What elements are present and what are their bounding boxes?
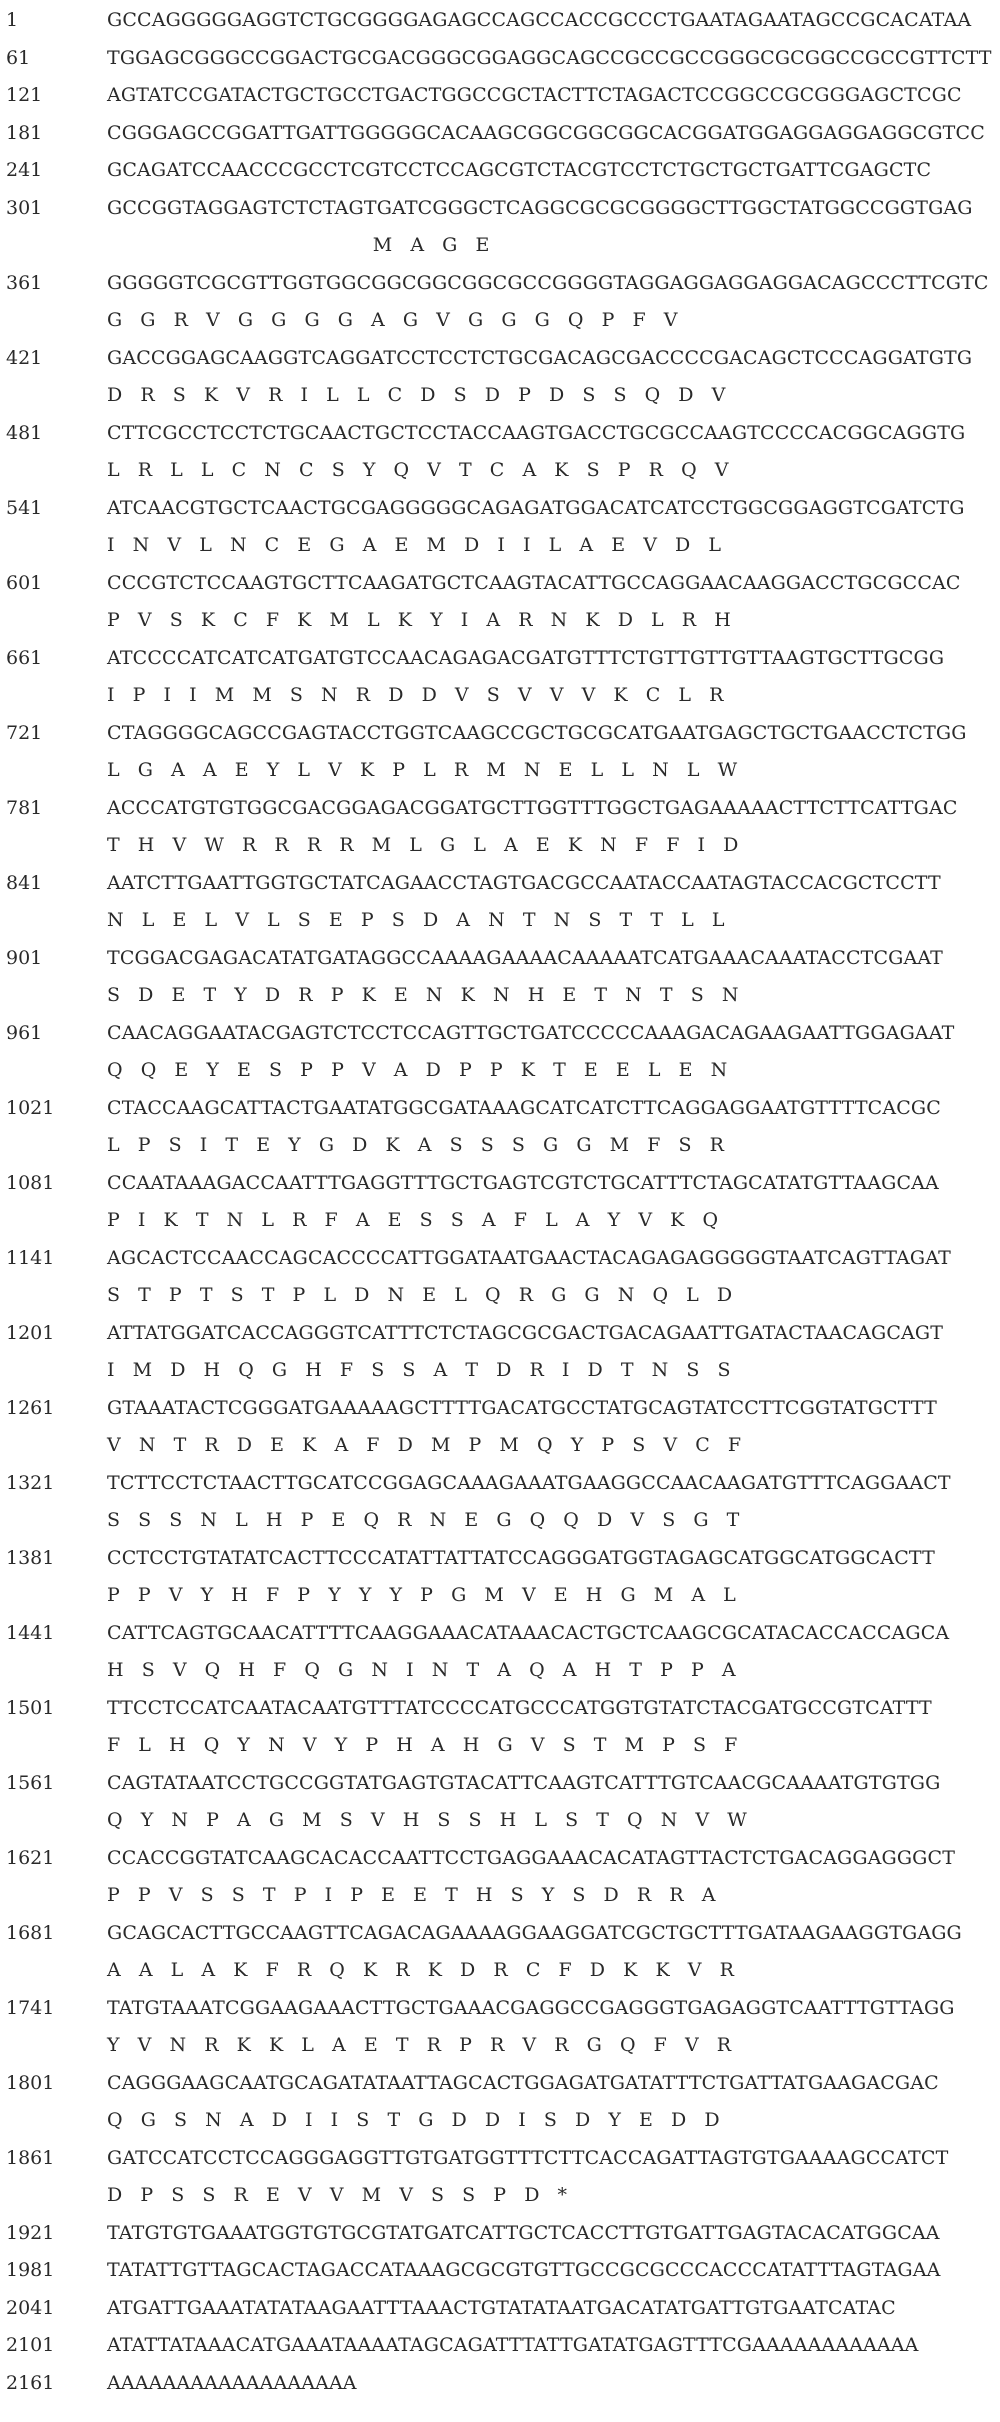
amino-acid-line [0, 1652, 1000, 1689]
nucleotide-line [0, 152, 1000, 189]
nucleotide-line [0, 265, 1000, 302]
nucleotide-line [0, 2065, 1000, 2102]
line-number: 1 [6, 9, 19, 31]
nucleotide-sequence: CTACCAAGCATTACTGAATATGGCGATAAAGCATCATCTTCAGGAGGAATGTTTTCACGC [107, 1096, 941, 1119]
nucleotide-sequence: GCCAGGGGGAGGTCTGCGGGGAGAGCCAGCCACCGCCCTGAATAGAATAGCCGCACATAA [107, 9, 972, 31]
nucleotide-sequence: GCAGATCCAACCCGCCTCGTCCTCCAGCGTCTACGTCCTCTGCTGCTGATTCGAGCTC [107, 159, 932, 181]
line-number: 421 [6, 346, 43, 369]
line-number: 121 [6, 84, 43, 106]
line-number: 2161 [6, 2371, 55, 2394]
amino-acid-translation: A A L A K F R Q K R K D R C F D K K V R [107, 1959, 734, 1981]
nucleotide-sequence: TGGAGCGGGCCGGACTGCGACGGGCGGAGGCAGCCGCCGCCGGGCGCGGCCGCCGTTCTT [107, 46, 992, 69]
nucleotide-line [0, 2365, 1000, 2402]
nucleotide-sequence: AGCACTCCAACCAGCACCCCATTGGATAATGAACTACAGAGAGGGGGTAATCAGTTAGAT [107, 1246, 951, 1269]
line-number: 481 [6, 421, 43, 444]
nucleotide-sequence: CTTCGCCTCCTCTGCAACTGCTCCTACCAAGTGACCTGCGCCAAGTCCCCACGGCAGGTG [107, 421, 966, 444]
nucleotide-line [0, 2140, 1000, 2177]
nucleotide-sequence: AAAAAAAAAAAAAAAAAA [107, 2371, 357, 2394]
nucleotide-sequence: GCAGCACTTGCCAAGTTCAGACAGAAAAGGAAGGATCGCTGCTTTGATAAGAAGGTGAGG [107, 1921, 962, 1944]
line-number: 661 [6, 646, 43, 669]
line-number: 1621 [6, 1846, 55, 1869]
amino-acid-line [0, 752, 1000, 789]
nucleotide-sequence: CAGGGAAGCAATGCAGATATAATTAGCACTGGAGATGATATTTCTGATTATGAAGACGAC [107, 2071, 939, 2094]
amino-acid-line [0, 1052, 1000, 1089]
amino-acid-line [0, 1502, 1000, 1539]
nucleotide-sequence: CGGGAGCCGGATTGATTGGGGGCACAAGCGGCGGCGGCACGGATGGAGGAGGAGGCGTCC [107, 121, 985, 144]
line-number: 1381 [6, 1546, 55, 1569]
nucleotide-sequence: TATATTGTTAGCACTAGACCATAAAGCGCGTGTTGCCGCGCCCACCCATATTTAGTAGAA [107, 2259, 941, 2281]
nucleotide-line [0, 490, 1000, 527]
nucleotide-line [0, 1390, 1000, 1427]
nucleotide-sequence: AATCTTGAATTGGTGCTATCAGAACCTAGTGACGCCAATACCAATAGTACCACGCTCCTT [107, 871, 941, 894]
line-number: 1321 [6, 1471, 55, 1494]
line-number: 1081 [6, 1171, 55, 1194]
amino-acid-line [0, 1427, 1000, 1464]
amino-acid-line [0, 977, 1000, 1014]
nucleotide-sequence: CCAATAAAGACCAATTTGAGGTTTGCTGAGTCGTCTGCATTTCTAGCATATGTTAAGCAA [107, 1171, 939, 1194]
amino-acid-line [0, 1727, 1000, 1764]
amino-acid-line [0, 1802, 1000, 1839]
amino-acid-translation: Y V N R K K L A E T R P R V R G Q F V R [107, 2034, 732, 2056]
amino-acid-translation: P I K T N L R F A E S S A F L A Y V K Q [107, 1209, 719, 1231]
nucleotide-sequence: ATCAACGTGCTCAACTGCGAGGGGGCAGAGATGGACATCATCCTGGCGGAGGTCGATCTG [107, 496, 965, 519]
nucleotide-line [0, 1240, 1000, 1277]
line-number: 721 [6, 721, 43, 744]
nucleotide-line [0, 2327, 1000, 2364]
line-number: 1921 [6, 2221, 55, 2244]
nucleotide-sequence: CAACAGGAATACGAGTCTCCTCCAGTTGCTGATCCCCCAAAGACAGAAGAATTGGAGAAT [107, 1021, 955, 1044]
nucleotide-sequence: ATGATTGAAATATATAAGAATTTAAACTGTATATAATGACATATGATTGTGAATCATAC [107, 2296, 896, 2319]
nucleotide-line [0, 2215, 1000, 2252]
nucleotide-line [0, 1465, 1000, 1502]
amino-acid-line [0, 1277, 1000, 1314]
nucleotide-line [0, 77, 1000, 114]
nucleotide-sequence: ATCCCCATCATCATGATGTCCAACAGAGACGATGTTTCTGTTGTTGTTAAGTGCTTGCGG [107, 646, 945, 669]
nucleotide-line [0, 1840, 1000, 1877]
nucleotide-sequence: CCTCCTGTATATCACTTCCCATATTATTATCCAGGGATGGTAGAGCATGGCATGGCACTT [107, 1546, 935, 1569]
line-number: 1201 [6, 1321, 55, 1344]
line-number: 1141 [6, 1246, 55, 1269]
amino-acid-line [0, 302, 1000, 339]
line-number: 601 [6, 571, 43, 594]
line-number: 961 [6, 1021, 43, 1044]
line-number: 2041 [6, 2296, 55, 2319]
nucleotide-line [0, 1915, 1000, 1952]
line-number: 841 [6, 871, 43, 894]
nucleotide-line [0, 565, 1000, 602]
amino-acid-translation: S D E T Y D R P K E N K N H E T N T S N [107, 984, 739, 1006]
amino-acid-translation: P P V S S T P I P E E T H S Y S D R R A [107, 1884, 716, 1906]
line-number: 1741 [6, 1996, 55, 2019]
amino-acid-translation: Q G S N A D I I S T G D D I S D Y E D D [107, 2109, 720, 2131]
amino-acid-line [0, 452, 1000, 489]
line-number: 1021 [6, 1096, 55, 1119]
amino-acid-line [0, 602, 1000, 639]
nucleotide-line [0, 2, 1000, 39]
nucleotide-line [0, 940, 1000, 977]
nucleotide-sequence: GATCCATCCTCCAGGGAGGTTGTGATGGTTTCTTCACCAGATTAGTGTGAAAAGCCATCT [107, 2146, 949, 2169]
amino-acid-line [0, 677, 1000, 714]
line-number: 241 [6, 159, 43, 181]
amino-acid-line [0, 1877, 1000, 1914]
nucleotide-sequence: GTAAATACTCGGGATGAAAAAGCTTTTGACATGCCTATGCAGTATCCTTCGGTATGCTTT [107, 1396, 937, 1419]
nucleotide-sequence: TTCCTCCATCAATACAATGTTTATCCCCATGCCCATGGTGTATCTACGATGCCGTCATTT [107, 1696, 932, 1719]
amino-acid-translation: T H V W R R R R M L G L A E K N F F I D [107, 834, 739, 856]
line-number: 541 [6, 496, 43, 519]
amino-acid-line [0, 2177, 1000, 2214]
amino-acid-translation: N L E L V L S E P S D A N T N S T T L L [107, 909, 725, 931]
amino-acid-translation: I N V L N C E G A E M D I I L A E V D L [107, 534, 722, 556]
amino-acid-translation: V N T R D E K A F D M P M Q Y P S V C F [107, 1434, 742, 1456]
nucleotide-line [0, 40, 1000, 77]
nucleotide-line [0, 640, 1000, 677]
line-number: 901 [6, 946, 43, 969]
amino-acid-translation: S T P T S T P L D N E L Q R G G N Q L D [107, 1284, 733, 1306]
amino-acid-line [0, 902, 1000, 939]
nucleotide-line [0, 1540, 1000, 1577]
amino-acid-line [0, 377, 1000, 414]
amino-acid-translation: D R S K V R I L L C D S D P D S S Q D V [107, 384, 726, 406]
nucleotide-sequence: GACCGGAGCAAGGTCAGGATCCTCCTCTGCGACAGCGACCCCGACAGCTCCCAGGATGTG [107, 346, 973, 369]
nucleotide-line [0, 1165, 1000, 1202]
line-number: 181 [6, 121, 43, 144]
nucleotide-line [0, 340, 1000, 377]
nucleotide-sequence: TATGTAAATCGGAAGAAACTTGCTGAAACGAGGCCGAGGGTGAGAGGTCAATTTGTTAGG [107, 1996, 955, 2019]
nucleotide-line [0, 1690, 1000, 1727]
amino-acid-translation: S S S N L H P E Q R N E G Q Q D V S G T [107, 1509, 740, 1531]
amino-acid-translation: H S V Q H F Q G N I N T A Q A H T P P A [107, 1659, 736, 1681]
nucleotide-line [0, 1615, 1000, 1652]
nucleotide-line [0, 1315, 1000, 1352]
nucleotide-line [0, 790, 1000, 827]
nucleotide-line [0, 190, 1000, 227]
amino-acid-translation: P P V Y H F P Y Y Y P G M V E H G M A L [107, 1584, 736, 1606]
nucleotide-sequence: TATGTGTGAAATGGTGTGCGTATGATCATTGCTCACCTTGTGATTGAGTACACATGGCAA [107, 2221, 940, 2244]
nucleotide-sequence: TCGGACGAGACATATGATAGGCCAAAAGAAAACAAAAATCATGAAACAAATACCTCGAAT [107, 946, 943, 969]
amino-acid-line [0, 227, 1000, 264]
nucleotide-line [0, 715, 1000, 752]
nucleotide-line [0, 1990, 1000, 2027]
amino-acid-translation: I M D H Q G H F S S A T D R I D T N S S [107, 1359, 731, 1381]
nucleotide-sequence: AGTATCCGATACTGCTGCCTGACTGGCCGCTACTTCTAGACTCCGGCCGCGGGAGCTCGC [107, 84, 962, 106]
line-number: 1801 [6, 2071, 55, 2094]
amino-acid-translation: D P S S R E V V M V S S P D * [107, 2184, 568, 2206]
line-number: 61 [6, 46, 31, 69]
amino-acid-translation: Q Y N P A G M S V H S S H L S T Q N V W [107, 1809, 747, 1831]
nucleotide-line [0, 865, 1000, 902]
line-number: 1681 [6, 1921, 55, 1944]
nucleotide-sequence: ATATTATAAACATGAAATAAAATAGCAGATTTATTGATATGAGTTTCGAAAAAAAAAAAA [107, 2334, 919, 2356]
nucleotide-line [0, 2290, 1000, 2327]
amino-acid-translation: Q Q E Y E S P P V A D P P K T E E L E N [107, 1059, 728, 1081]
amino-acid-translation: P V S K C F K M L K Y I A R N K D L R H [107, 609, 731, 631]
nucleotide-line [0, 1765, 1000, 1802]
amino-acid-translation: L R L L C N C S Y Q V T C A K S P R Q V [107, 459, 729, 481]
nucleotide-sequence: CCACCGGTATCAAGCACACCAATTCCTGAGGAAACACATAGTTACTCTGACAGGAGGGCT [107, 1846, 956, 1869]
nucleotide-sequence: CTAGGGGCAGCCGAGTACCTGGTCAAGCCGCTGCGCATGAATGAGCTGCTGAACCTCTGG [107, 721, 967, 744]
amino-acid-line [0, 2102, 1000, 2139]
nucleotide-sequence: CCCGTCTCCAAGTGCTTCAAGATGCTCAAGTACATTGCCAGGAACAAGGACCTGCGCCAC [107, 571, 961, 594]
amino-acid-translation: F L H Q Y N V Y P H A H G V S T M P S F [107, 1734, 738, 1756]
amino-acid-line [0, 1202, 1000, 1239]
nucleotide-line [0, 1090, 1000, 1127]
nucleotide-sequence: CATTCAGTGCAACATTTTCAAGGAAACATAAACACTGCTCAAGCGCATACACCACCAGCA [107, 1621, 950, 1644]
nucleotide-sequence: GCCGGTAGGAGTCTCTAGTGATCGGGCTCAGGCGCGCGGGGCTTGGCTATGGCCGGTGAG [107, 196, 973, 219]
line-number: 1441 [6, 1621, 55, 1644]
line-number: 2101 [6, 2334, 55, 2356]
line-number: 301 [6, 196, 43, 219]
amino-acid-line [0, 527, 1000, 564]
amino-acid-translation: L P S I T E Y G D K A S S S G G M F S R [107, 1134, 724, 1156]
nucleotide-sequence: ACCCATGTGTGGCGACGGAGACGGATGCTTGGTTTGGCTGAGAAAAACTTCTTCATTGAC [107, 796, 958, 819]
amino-acid-line [0, 827, 1000, 864]
nucleotide-line [0, 415, 1000, 452]
nucleotide-sequence: TCTTCCTCTAACTTGCATCCGGAGCAAAGAAATGAAGGCCAACAAGATGTTTCAGGAACT [107, 1471, 951, 1494]
amino-acid-line [0, 1952, 1000, 1989]
line-number: 1261 [6, 1396, 55, 1419]
line-number: 1861 [6, 2146, 55, 2169]
amino-acid-translation: I P I I M M S N R D D V S V V V K C L R [107, 684, 724, 706]
nucleotide-sequence: GGGGGTCGCGTTGGTGGCGGCGGCGGCGCCGGGGTAGGAGGAGGAGGACAGCCCTTCGTC [107, 271, 989, 294]
nucleotide-sequence: ATTATGGATCACCAGGGTCATTTCTCTAGCGCGACTGACAGAATTGATACTAACAGCAGT [107, 1321, 944, 1344]
nucleotide-line [0, 1015, 1000, 1052]
amino-acid-translation: G G R V G G G G A G V G G G Q P F V [107, 309, 678, 331]
nucleotide-sequence: CAGTATAATCCTGCCGGTATGAGTGTACATTCAAGTCATTTGTCAACGCAAAATGTGTGG [107, 1771, 941, 1794]
amino-acid-line [0, 1352, 1000, 1389]
line-number: 1501 [6, 1696, 55, 1719]
nucleotide-line [0, 115, 1000, 152]
amino-acid-translation: M A G E [107, 234, 490, 256]
amino-acid-line [0, 1127, 1000, 1164]
amino-acid-translation: L G A A E Y L V K P L R M N E L L N L W [107, 759, 738, 781]
line-number: 1561 [6, 1771, 55, 1794]
line-number: 1981 [6, 2259, 55, 2281]
line-number: 781 [6, 796, 43, 819]
amino-acid-line [0, 1577, 1000, 1614]
line-number: 361 [6, 271, 43, 294]
amino-acid-line [0, 2027, 1000, 2064]
nucleotide-line [0, 2252, 1000, 2289]
